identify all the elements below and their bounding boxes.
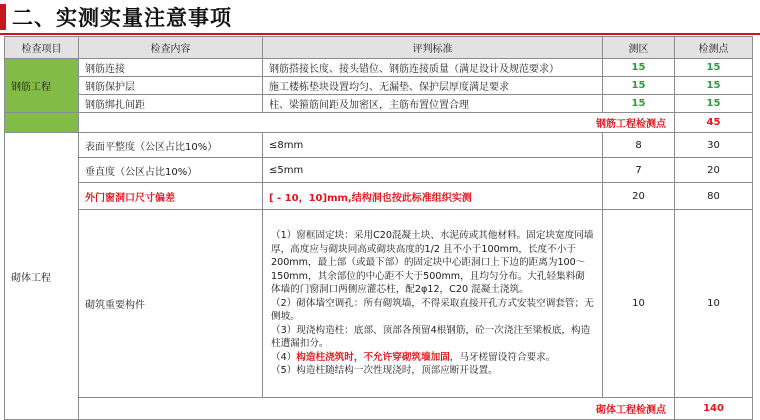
row-content: 垂直度（公区占比10%） — [79, 158, 263, 183]
header-content: 检查内容 — [79, 37, 263, 59]
group-rebar-label: 钢筋工程 — [5, 59, 79, 113]
row-zones: 15 — [603, 77, 675, 95]
standard-line: （1）窗框固定块：采用C20混凝土块、水泥砖或其他材料。固定块宽度同墙厚，高度应与砌块同高或砌块高度的1/2 且不小于100mm，长度不小于200mm，最上部（或最下部）的固定块中心距洞口上下边的距离为100～150mm，其余部位的中心距不大于500mm，且均匀分布。大孔轻集料砌体墙的门窗洞口两侧应灌芯柱，配2φ12，C20 混凝土浇筑。 — [271, 230, 594, 296]
header-points: 检测点 — [675, 37, 753, 59]
table-row — [5, 183, 753, 210]
title-bar — [0, 0, 760, 34]
row-content: 外门窗洞口尺寸偏差 — [79, 183, 263, 210]
page-title: 二、实测实量注意事项 — [12, 6, 232, 30]
table-header-row — [5, 37, 753, 59]
header-zones: 测区 — [603, 37, 675, 59]
line4-highlight: 构造柱浇筑时，不允许穿砌筑墙加固 — [296, 351, 450, 363]
row-zones: 8 — [603, 133, 675, 158]
header-standard: 评判标准 — [263, 37, 603, 59]
summary-row-rebar — [5, 113, 753, 133]
row-points: 15 — [675, 59, 753, 77]
title-accent-bar — [0, 4, 6, 30]
row-zones: 10 — [603, 210, 675, 398]
header-item: 检查项目 — [5, 37, 79, 59]
summary-label-rebar: 钢筋工程检测点 — [79, 113, 675, 133]
table-row — [5, 95, 753, 113]
row-points: 20 — [675, 158, 753, 183]
row-zones: 15 — [603, 95, 675, 113]
row-zones: 7 — [603, 158, 675, 183]
row-standard: 柱、梁箍筋间距及加密区，主筋布置位置合理 — [263, 95, 603, 113]
title-underline — [0, 33, 760, 35]
standard-line: （3）现浇构造柱：底部、顶部各预留4根钢筋，砼一次浇注至梁板底，构造柱遭漏扣分。 — [271, 324, 591, 350]
row-content: 钢筋保护层 — [79, 77, 263, 95]
row-standard: ≤8mm — [263, 133, 603, 158]
summary-value-masonry: 140 — [675, 398, 753, 420]
standard-line — [271, 351, 594, 365]
key-item-standard — [263, 210, 603, 398]
row-standard: [ - 10，10]mm,结构洞也按此标准组织实测 — [263, 183, 603, 210]
table-row — [5, 59, 753, 77]
summary-label-masonry: 砌体工程检测点 — [79, 398, 675, 420]
summary-row-masonry — [5, 398, 753, 420]
table-row — [5, 133, 753, 158]
standard-line: （5）构造柱随结构一次性现浇时，顶部应断开设置。 — [271, 365, 498, 377]
summary-value-rebar: 45 — [675, 113, 753, 133]
row-content: 钢筋连接 — [79, 59, 263, 77]
row-points: 80 — [675, 183, 753, 210]
row-points: 15 — [675, 95, 753, 113]
line4-suffix: ，马牙槎留设符合要求。 — [449, 351, 556, 363]
row-standard: ≤5mm — [263, 158, 603, 183]
group-masonry-label: 砌体工程 — [5, 133, 79, 420]
row-points: 10 — [675, 210, 753, 398]
inspection-table — [4, 36, 753, 420]
table-row — [5, 158, 753, 183]
line4-prefix: （4） — [271, 351, 297, 363]
row-content: 砌筑重要构件 — [79, 210, 263, 398]
row-zones: 20 — [603, 183, 675, 210]
group-rebar-filler — [5, 113, 79, 133]
row-content: 表面平整度（公区占比10%） — [79, 133, 263, 158]
row-standard: 施工楼栋垫块设置均匀、无漏垫、保护层厚度满足要求 — [263, 77, 603, 95]
row-content: 钢筋绑扎间距 — [79, 95, 263, 113]
row-points: 15 — [675, 77, 753, 95]
row-standard: 钢筋搭接长度、接头错位、钢筋连接质量（满足设计及规范要求） — [263, 59, 603, 77]
standard-line: （2）砌体墙空调孔：所有砌筑墙，不得采取直接开孔方式安装空调套管；无侧坡。 — [271, 297, 594, 323]
table-row — [5, 210, 753, 398]
row-zones: 15 — [603, 59, 675, 77]
table-row — [5, 77, 753, 95]
row-points: 30 — [675, 133, 753, 158]
